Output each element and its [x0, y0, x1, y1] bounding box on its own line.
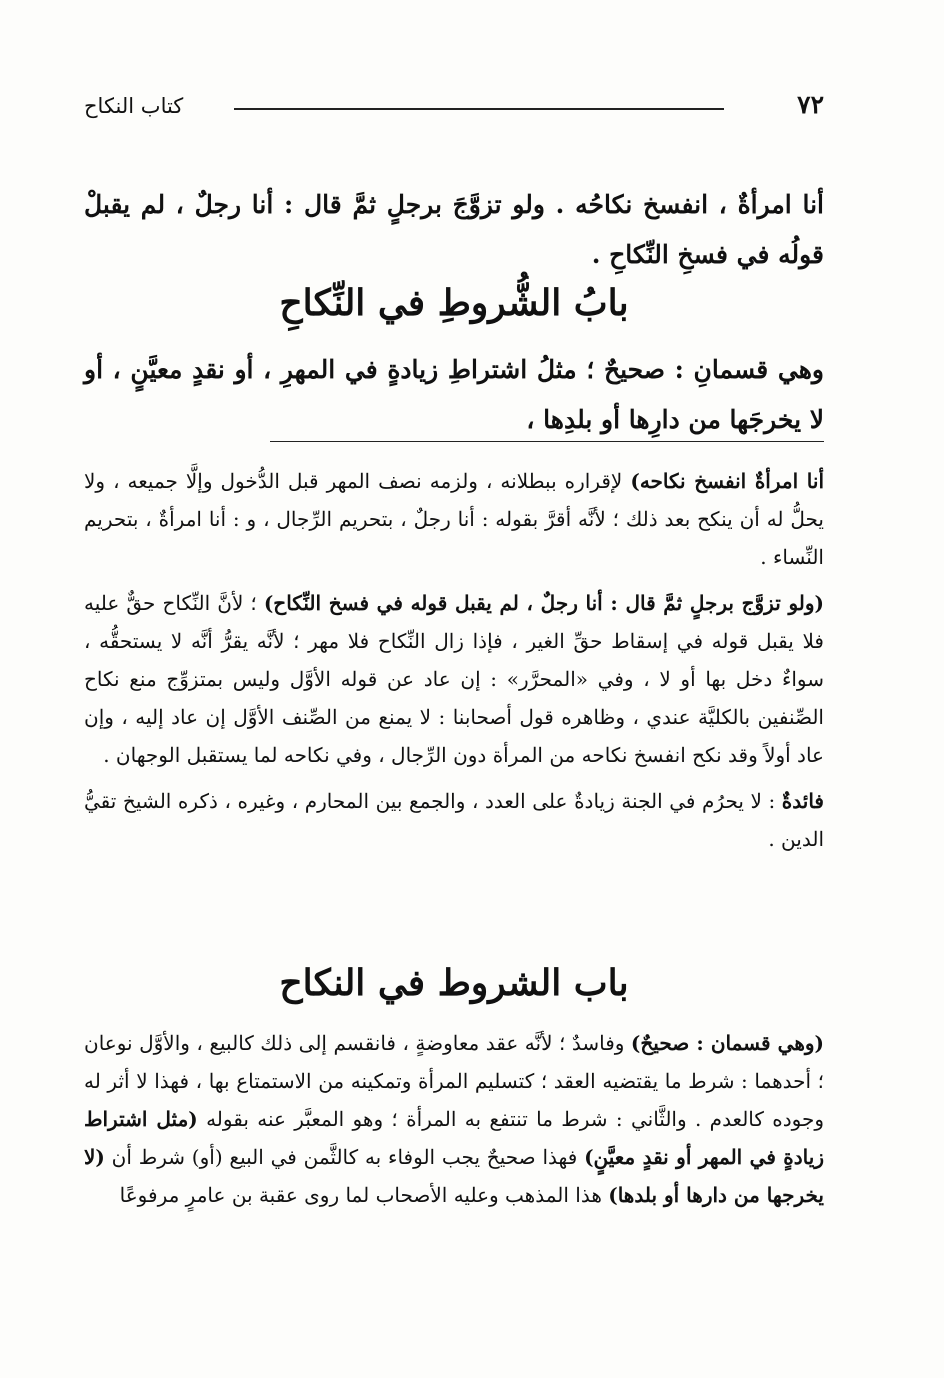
section-heading-commentary: باب الشروط في النكاح [279, 962, 629, 1004]
quoted-matn: (وهي قسمان : صحيحٌ) [630, 1031, 825, 1055]
commentary-text: ؛ لأنَّ النِّكاح حقٌّ عليه فلا يقبل قوله في إسقاط حقِّ الغير ، فإذا زال النِّكاح فلا مهر ؛ لأنَّه يقرُّ أنَّه لا يستحقُّه ، سواءٌ دخل بها أو لا ، وفي «المحرَّر» : إن عاد عن قوله الأوَّل وليس بمتزوِّج منع نكاح الصِّنفين بالكليَّة عندي ، وظاهره قول أصحابنا : لا يمنع من الصِّنف الأوَّل إن عاد إليه ، وإن عاد أولاً وقد نكح انفسخ نكاحه من المرأة دون الرِّجال ، وفي نكاحه لما يستقبل الوجهان . [84, 591, 824, 767]
section-heading: بابُ الشُّروطِ في النِّكاحِ [279, 282, 629, 324]
matn-block-2 [84, 345, 824, 445]
commentary-text: لإقراره ببطلانه ، ولزمه نصف المهر قبل الدُّخول وإلَّا جميعه ، ولا يحلُّ له أن ينكح بعد ذلك ؛ لأنَّه أقرَّ بقوله : أنا رجلٌ ، بتحريم الرِّجال ، و : أنا امرأةٌ ، بتحريم النِّساء . [84, 469, 824, 569]
matn-sharh-divider [270, 441, 824, 442]
commentary-block-1 [84, 462, 824, 866]
matn-paragraph: أنا امرأةٌ ، انفسخ نكاحُه . ولو تزوَّجَ برجلٍ ثمَّ قال : أنا رجلٌ ، لم يقبلْ قولُه في فسخِ النِّكاحِ . [84, 190, 824, 269]
quoted-matn: أنا امرأةٌ انفسخ نكاحه) [630, 469, 824, 493]
commentary-text: فهذا صحيحٌ يجب الوفاء به كالثَّمن في البيع (أو) شرط أن [104, 1145, 585, 1169]
commentary-block-2 [84, 1024, 824, 1222]
commentary-paragraph [84, 1024, 824, 1214]
commentary-text: هذا المذهب وعليه الأصحاب لما روى عقبة بن عامرٍ مرفوعًا [119, 1183, 609, 1207]
page-number: ٧٢ [797, 90, 824, 119]
header-rule [234, 108, 724, 110]
matn-paragraph: وهي قسمانِ : صحيحٌ ؛ مثلُ اشتراطِ زيادةٍ في المهرِ ، أو نقدٍ معيَّنٍ ، أو لا يخرجَها من دارِها أو بلدِها ، [84, 355, 824, 434]
quoted-matn: (لا يخرجها من دارها أو بلدها) [84, 1145, 824, 1207]
benefit-note [84, 782, 824, 858]
commentary-paragraph [84, 584, 824, 774]
commentary-text: : لا يحرُم في الجنة زيادةٌ على العدد ، والجمع بين المحارم ، وغيره ، ذكره الشيخ تقيُّ الدين . [84, 789, 824, 851]
benefit-label: فائدةٌ [781, 789, 824, 813]
commentary-text: وفاسدٌ ؛ لأنَّه عقد معاوضةٍ ، فانقسم إلى ذلك كالبيع ، والأوَّل نوعان ؛ أحدهما : شرط ما يقتضيه العقد ؛ كتسليم المرأة وتمكينه من الاستمتاع بها ، فهذا لا أثر له وجوده كالعدم . والثَّاني : شرط ما تنتفع به المرأة ؛ وهو المعبَّر عنه بقوله [84, 1031, 824, 1131]
commentary-paragraph [84, 462, 824, 576]
page-header [84, 88, 824, 128]
matn-block-1 [84, 180, 824, 280]
quoted-matn: (مثل اشتراط زيادةٍ في المهر أو نقدٍ معيَّنٍ) [84, 1107, 824, 1169]
running-title: كتاب النكاح [84, 94, 184, 118]
quoted-matn: (ولو تزوَّج برجلٍ ثمَّ قال : أنا رجلٌ ، لم يقبل قوله في فسخ النِّكاح) [263, 591, 824, 615]
